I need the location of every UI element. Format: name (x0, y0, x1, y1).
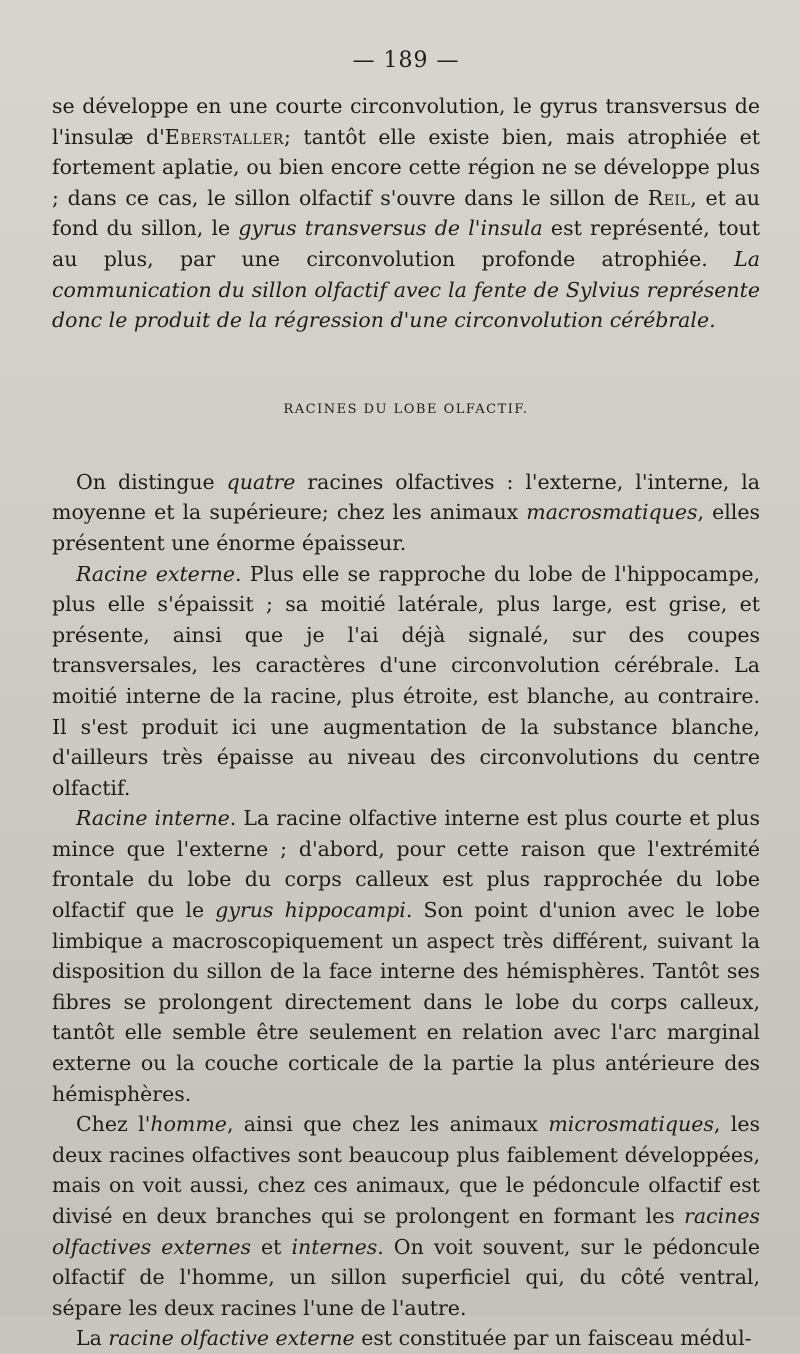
text-run: . La racine olfactive interne est plus courte et plus mince que l'externe ; d'abord, pour cette raison que l'extrémité frontale du lobe du corps calleux est plus rapprochée du lobe olfactif que le (52, 806, 760, 923)
text-run: , elles présentent une énorme épaisseur. (52, 500, 760, 555)
text-run: La (76, 1326, 109, 1351)
text-run: , les deux racines olfactives sont beaucoup plus faiblement développées, mais on voit aussi, chez ces animaux, que le pédoncule olfactif est divisé en deux branches qui se prolongent en formant les (52, 1112, 760, 1228)
text-run: est constituée par un faisceau médul- (354, 1326, 752, 1351)
italic-term: macrosmatiques (526, 500, 698, 525)
text-run: se développe en une courte circonvolution, le gyrus transversus de l'insulæ d' (52, 94, 760, 149)
text-run: On distingue (76, 469, 227, 494)
paragraph-lead-term: Racine interne (76, 806, 230, 831)
page-number: — 189 — (352, 48, 460, 73)
paragraph-chez-homme (52, 1109, 760, 1323)
section-heading: RACINES DU LOBE OLFACTIF. (283, 401, 529, 417)
text-run: , ainsi que chez les animaux (226, 1112, 549, 1137)
italic-term: gyrus transversus de l'insula (238, 216, 543, 241)
sulcus-name: Reil (647, 185, 691, 210)
italic-term: gyrus hippocampi (215, 898, 406, 923)
italic-term: racines olfactives externes (52, 1204, 760, 1259)
text-run: , et au fond du sillon, le (52, 185, 760, 241)
paragraph-racines (52, 467, 760, 559)
paragraph-lead-term: Racine externe (76, 561, 235, 586)
italic-term: racine olfactive externe (108, 1326, 355, 1351)
author-name: Eberstaller (164, 124, 284, 149)
text-run: et (250, 1234, 292, 1259)
paragraph-racine-interne (52, 803, 760, 1109)
paragraph-racine-olfactive-externe (52, 1323, 760, 1354)
text-run: ; tantôt elle existe bien, mais atrophiée et fortement aplatie, ou bien encore cette région ne se développe plus ; dans ce cas, le sillon olfactif s'ouvre dans le sillon de (52, 124, 760, 210)
text-run: racines olfactives : l'externe, l'interne, la moyenne et la supérieure; chez les animaux (52, 469, 761, 525)
text-run: est représenté, tout au plus, par une circonvolution profonde atrophiée. (52, 216, 761, 271)
paragraph-racine-externe (52, 559, 760, 804)
text-run: . Plus elle se rapproche du lobe de l'hippocampe, plus elle s'épaissit ; sa moitié latérale, plus large, est grise, et présente, ainsi que je l'ai déjà signalé, sur des coupes transversales, les caractères d'une circonvolution cérébrale. La moitié interne de la racine, plus étroite, est blanche, au contraire. Il s'est produit ici une augmentation de la substance blanche, d'ailleurs très épaisse au niveau des circonvolutions du centre olfactif. (52, 561, 760, 800)
intro-paragraph (52, 91, 760, 336)
italic-conclusion: La communication du sillon olfactif avec la fente de Sylvius représente donc le produit de la régression d'une circonvolution cérébrale. (52, 246, 760, 333)
italic-term: internes (291, 1234, 378, 1259)
italic-term: homme (150, 1112, 227, 1137)
italic-term: microsmatiques (548, 1112, 714, 1137)
text-run: . Son point d'union avec le lobe limbique a macroscopiquement un aspect très différent, suivant la disposition du sillon de la face interne des hémisphères. Tantôt ses fibres se prolongent directement dans le lobe du corps calleux, tantôt elle semble être seulement en relation avec l'arc marginal externe ou la couche corticale de la partie la plus antérieure des hémisphères. (52, 898, 760, 1106)
text-run: Chez l' (76, 1112, 151, 1137)
italic-term: quatre (226, 469, 296, 494)
text-run: . On voit souvent, sur le pédoncule olfactif de l'homme, un sillon superficiel qui, du côté ventral, sépare les deux racines l'une de l'autre. (52, 1234, 760, 1320)
